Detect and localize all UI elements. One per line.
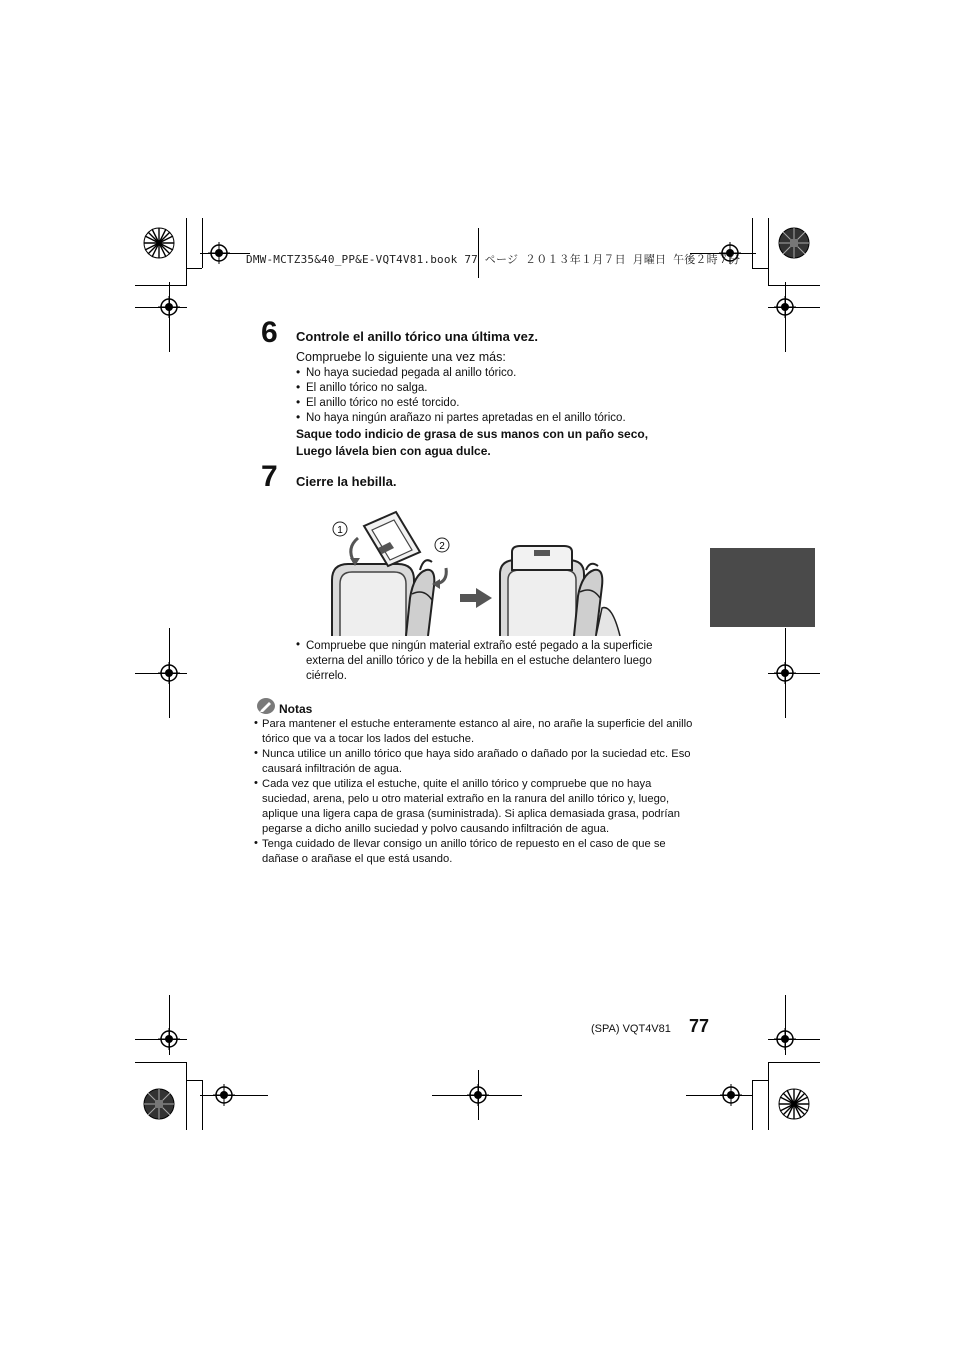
warning-line: Saque todo indicio de grasa de sus manos con un paño seco,	[296, 427, 649, 441]
registration-mark-icon	[774, 1028, 796, 1050]
step-number: 6	[261, 316, 278, 349]
registration-mark-icon	[158, 296, 180, 318]
list-item: • El anillo tórico no esté torcido.	[296, 396, 626, 411]
color-star-target-icon	[143, 1088, 175, 1120]
list-item: • Cada vez que utiliza el estuche, quite el anillo tórico y compruebe que no haya suciedad, arena, pelo u otro material extraño en la ranura del anillo tórico y, luego, aplique una ligera capa de grasa (suministrada). Si aplica demasiada grasa, podrían pegarse a dicho anillo suciedad y polvo causando infiltración de agua.	[254, 777, 702, 837]
list-item: • No haya suciedad pegada al anillo tórico.	[296, 366, 626, 381]
registration-mark-icon	[720, 1084, 742, 1106]
color-star-target-icon	[143, 227, 175, 259]
callout-1: 1	[337, 525, 343, 536]
callout-2: 2	[439, 541, 445, 552]
step-note-list	[296, 639, 686, 684]
color-star-target-icon	[778, 227, 810, 259]
registration-mark-icon	[158, 1028, 180, 1050]
step-title: Controle el anillo tórico una última vez.	[296, 329, 538, 344]
list-item: • No haya ningún arañazo ni partes apretadas en el anillo tórico.	[296, 411, 626, 426]
registration-mark-icon	[208, 242, 230, 264]
registration-mark-icon	[774, 662, 796, 684]
check-list	[296, 366, 626, 426]
list-item: • Para mantener el estuche enteramente estanco al aire, no arañe la superficie del anillo tórico que va a tocar los lados del estuche.	[254, 717, 702, 747]
page-number: 77	[689, 1016, 710, 1036]
color-star-target-icon	[778, 1088, 810, 1120]
warning-line: Luego lávela bien con agua dulce.	[296, 444, 491, 458]
document-code: (SPA) VQT4V81	[591, 1023, 671, 1035]
step-number: 7	[261, 460, 278, 493]
registration-mark-icon	[774, 296, 796, 318]
file-header-line: DMW-MCTZ35&40_PP&E-VQT4V81.book 77 ページ ２０１３年１月７日 月曜日 午後２時７分	[246, 253, 741, 266]
notes-list	[254, 717, 702, 867]
registration-mark-icon	[467, 1084, 489, 1106]
registration-mark-icon	[158, 662, 180, 684]
step-title: Cierre la hebilla.	[296, 474, 397, 489]
registration-mark-icon	[213, 1084, 235, 1106]
list-item: • El anillo tórico no salga.	[296, 381, 626, 396]
list-item: • Nunca utilice un anillo tórico que haya sido arañado o dañado por la suciedad etc. Eso causará infiltración de agua.	[254, 747, 702, 777]
buckle-illustration	[328, 508, 628, 636]
notes-label: Notas	[279, 701, 313, 716]
step-intro: Compruebe lo siguiente una vez más:	[296, 350, 506, 364]
list-item: • Compruebe que ningún material extraño esté pegado a la superficie externa del anillo tórico y de la hebilla en el estuche delantero luego ciérrelo.	[296, 639, 686, 684]
list-item: • Tenga cuidado de llevar consigo un anillo tórico de repuesto en el caso de que se dañase o arañase el que está usando.	[254, 837, 702, 867]
section-tab	[710, 548, 815, 627]
